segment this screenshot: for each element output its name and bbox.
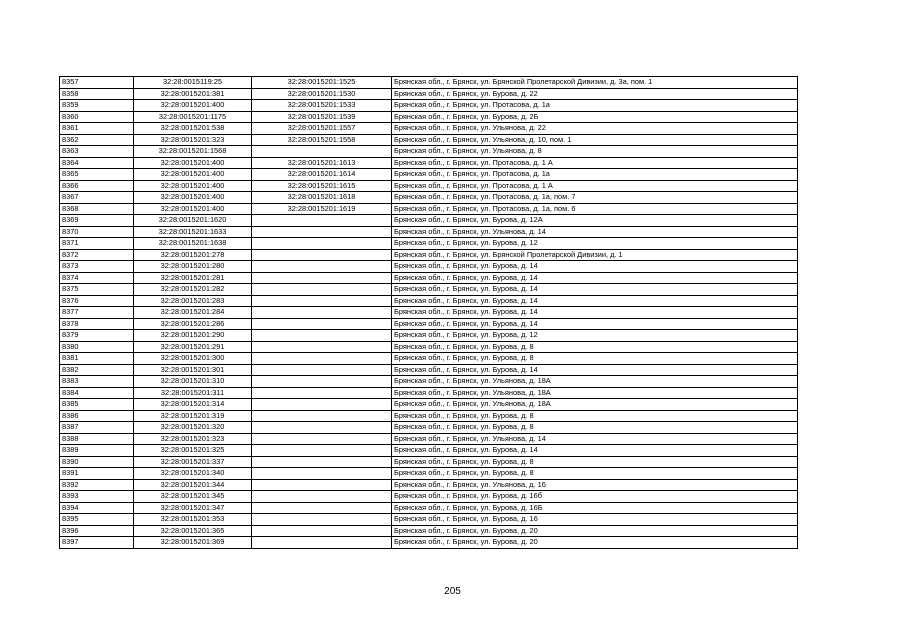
row-number-cell: 8391 [60, 468, 134, 480]
related-cadastral-number-cell [252, 502, 392, 514]
cadastral-number-cell: 32:28:0015201:325 [134, 445, 252, 457]
related-cadastral-number-cell: 32:28:0015201:1618 [252, 192, 392, 204]
table-row [60, 410, 798, 422]
page-number: 205 [444, 586, 461, 597]
related-cadastral-number-cell [252, 261, 392, 273]
related-cadastral-number-cell [252, 364, 392, 376]
related-cadastral-number-cell [252, 146, 392, 158]
address-cell: Брянская обл., г. Брянск, ул. Бурова, д. 20 [392, 537, 798, 549]
address-cell: Брянская обл., г. Брянск, ул. Протасова, д. 1а [392, 169, 798, 181]
row-number-cell: 8394 [60, 502, 134, 514]
cadastral-number-cell: 32:28:0015201:283 [134, 295, 252, 307]
address-cell: Брянская обл., г. Брянск, ул. Ульянова, д. 16 [392, 479, 798, 491]
related-cadastral-number-cell [252, 353, 392, 365]
related-cadastral-number-cell [252, 422, 392, 434]
table-row [60, 203, 798, 215]
related-cadastral-number-cell: 32:28:0015201:1557 [252, 123, 392, 135]
cadastral-number-cell: 32:28:0015201:290 [134, 330, 252, 342]
related-cadastral-number-cell [252, 295, 392, 307]
cadastral-number-cell: 32:28:0015201:314 [134, 399, 252, 411]
table-row [60, 169, 798, 181]
table-row [60, 502, 798, 514]
address-cell: Брянская обл., г. Брянск, ул. Ульянова, д. 10, пом. 1 [392, 134, 798, 146]
address-cell: Брянская обл., г. Брянск, ул. Бурова, д. 20 [392, 525, 798, 537]
related-cadastral-number-cell [252, 318, 392, 330]
cadastral-number-cell: 32:28:0015119:25 [134, 77, 252, 89]
row-number-cell: 8368 [60, 203, 134, 215]
table-row [60, 433, 798, 445]
row-number-cell: 8366 [60, 180, 134, 192]
address-cell: Брянская обл., г. Брянск, ул. Бурова, д. 2Б [392, 111, 798, 123]
address-cell: Брянская обл., г. Брянск, ул. Бурова, д. 8 [392, 341, 798, 353]
cadastral-number-cell: 32:28:0015201:365 [134, 525, 252, 537]
related-cadastral-number-cell [252, 433, 392, 445]
table-row [60, 514, 798, 526]
table-row [60, 468, 798, 480]
cadastral-number-cell: 32:28:0015201:323 [134, 134, 252, 146]
address-cell: Брянская обл., г. Брянск, ул. Ульянова, д. 8 [392, 146, 798, 158]
cadastral-number-cell: 32:28:0015201:320 [134, 422, 252, 434]
row-number-cell: 8370 [60, 226, 134, 238]
cadastral-number-cell: 32:28:0015201:278 [134, 249, 252, 261]
table-row [60, 525, 798, 537]
table-row [60, 399, 798, 411]
related-cadastral-number-cell [252, 272, 392, 284]
row-number-cell: 8386 [60, 410, 134, 422]
table-row [60, 192, 798, 204]
table-row [60, 157, 798, 169]
address-cell: Брянская обл., г. Брянск, ул. Брянской Пролетарской Дивизии, д. 1 [392, 249, 798, 261]
address-cell: Брянская обл., г. Брянск, ул. Бурова, д. 14 [392, 295, 798, 307]
related-cadastral-number-cell: 32:28:0015201:1530 [252, 88, 392, 100]
row-number-cell: 8360 [60, 111, 134, 123]
address-cell: Брянская обл., г. Брянск, ул. Бурова, д. 8 [392, 353, 798, 365]
table-body [60, 77, 798, 549]
cadastral-number-cell: 32:28:0015201:1638 [134, 238, 252, 250]
row-number-cell: 8358 [60, 88, 134, 100]
related-cadastral-number-cell [252, 341, 392, 353]
related-cadastral-number-cell [252, 238, 392, 250]
related-cadastral-number-cell: 32:28:0015201:1533 [252, 100, 392, 112]
table-row [60, 364, 798, 376]
cadastral-number-cell: 32:28:0015201:340 [134, 468, 252, 480]
related-cadastral-number-cell [252, 410, 392, 422]
cadastral-number-cell: 32:28:0015201:300 [134, 353, 252, 365]
address-cell: Брянская обл., г. Брянск, ул. Ульянова, д. 18А [392, 387, 798, 399]
cadastral-number-cell: 32:28:0015201:538 [134, 123, 252, 135]
row-number-cell: 8380 [60, 341, 134, 353]
table-row [60, 318, 798, 330]
address-cell: Брянская обл., г. Брянск, ул. Бурова, д. 14 [392, 364, 798, 376]
address-cell: Брянская обл., г. Брянск, ул. Бурова, д. 14 [392, 307, 798, 319]
cadastral-number-cell: 32:28:0015201:1568 [134, 146, 252, 158]
table-row [60, 180, 798, 192]
address-cell: Брянская обл., г. Брянск, ул. Протасова, д. 1 А [392, 180, 798, 192]
table-row [60, 111, 798, 123]
cadastral-number-cell: 32:28:0015201:310 [134, 376, 252, 388]
cadastral-number-cell: 32:28:0015201:311 [134, 387, 252, 399]
cadastral-register-table [59, 76, 798, 549]
cadastral-number-cell: 32:28:0015201:400 [134, 192, 252, 204]
table-row [60, 226, 798, 238]
row-number-cell: 8397 [60, 537, 134, 549]
table-row [60, 249, 798, 261]
related-cadastral-number-cell [252, 445, 392, 457]
related-cadastral-number-cell [252, 330, 392, 342]
row-number-cell: 8390 [60, 456, 134, 468]
row-number-cell: 8372 [60, 249, 134, 261]
row-number-cell: 8382 [60, 364, 134, 376]
table-row [60, 387, 798, 399]
table-row [60, 537, 798, 549]
row-number-cell: 8359 [60, 100, 134, 112]
row-number-cell: 8375 [60, 284, 134, 296]
row-number-cell: 8369 [60, 215, 134, 227]
address-cell: Брянская обл., г. Брянск, ул. Бурова, д. 16Б [392, 502, 798, 514]
address-cell: Брянская обл., г. Брянск, ул. Протасова, д. 1а, пом. 6 [392, 203, 798, 215]
row-number-cell: 8395 [60, 514, 134, 526]
cadastral-number-cell: 32:28:0015201:344 [134, 479, 252, 491]
row-number-cell: 8376 [60, 295, 134, 307]
row-number-cell: 8363 [60, 146, 134, 158]
address-cell: Брянская обл., г. Брянск, ул. Бурова, д. 8 [392, 422, 798, 434]
address-cell: Брянская обл., г. Брянск, ул. Протасова, д. 1 А [392, 157, 798, 169]
address-cell: Брянская обл., г. Брянск, ул. Бурова, д. 14 [392, 272, 798, 284]
address-cell: Брянская обл., г. Брянск, ул. Ульянова, д. 18А [392, 376, 798, 388]
related-cadastral-number-cell [252, 468, 392, 480]
table-row [60, 295, 798, 307]
row-number-cell: 8362 [60, 134, 134, 146]
related-cadastral-number-cell [252, 479, 392, 491]
related-cadastral-number-cell [252, 525, 392, 537]
cadastral-number-cell: 32:28:0015201:369 [134, 537, 252, 549]
cadastral-number-cell: 32:28:0015201:1633 [134, 226, 252, 238]
row-number-cell: 8388 [60, 433, 134, 445]
address-cell: Брянская обл., г. Брянск, ул. Бурова, д. 16б [392, 491, 798, 503]
row-number-cell: 8389 [60, 445, 134, 457]
row-number-cell: 8385 [60, 399, 134, 411]
cadastral-number-cell: 32:28:0015201:400 [134, 180, 252, 192]
related-cadastral-number-cell: 32:28:0015201:1525 [252, 77, 392, 89]
cadastral-number-cell: 32:28:0015201:281 [134, 272, 252, 284]
address-cell: Брянская обл., г. Брянск, ул. Бурова, д. 8 [392, 410, 798, 422]
cadastral-number-cell: 32:28:0015201:1620 [134, 215, 252, 227]
address-cell: Брянская обл., г. Брянск, ул. Бурова, д. 14 [392, 318, 798, 330]
table-row [60, 123, 798, 135]
related-cadastral-number-cell: 32:28:0015201:1614 [252, 169, 392, 181]
table-row [60, 261, 798, 273]
table-row [60, 146, 798, 158]
table-row [60, 272, 798, 284]
address-cell: Брянская обл., г. Брянск, ул. Протасова, д. 1а [392, 100, 798, 112]
related-cadastral-number-cell [252, 387, 392, 399]
cadastral-number-cell: 32:28:0015201:400 [134, 169, 252, 181]
related-cadastral-number-cell [252, 284, 392, 296]
table-row [60, 215, 798, 227]
related-cadastral-number-cell [252, 514, 392, 526]
row-number-cell: 8384 [60, 387, 134, 399]
cadastral-number-cell: 32:28:0015201:284 [134, 307, 252, 319]
address-cell: Брянская обл., г. Брянск, ул. Бурова, д. 12А [392, 215, 798, 227]
cadastral-number-cell: 32:28:0015201:319 [134, 410, 252, 422]
table-row [60, 284, 798, 296]
cadastral-number-cell: 32:28:0015201:381 [134, 88, 252, 100]
row-number-cell: 8373 [60, 261, 134, 273]
table-row [60, 376, 798, 388]
table-row [60, 445, 798, 457]
cadastral-number-cell: 32:28:0015201:400 [134, 157, 252, 169]
address-cell: Брянская обл., г. Брянск, ул. Бурова, д. 8 [392, 456, 798, 468]
row-number-cell: 8392 [60, 479, 134, 491]
address-cell: Брянская обл., г. Брянск, ул. Бурова, д. 12 [392, 330, 798, 342]
address-cell: Брянская обл., г. Брянск, ул. Ульянова, д. 14 [392, 226, 798, 238]
row-number-cell: 8381 [60, 353, 134, 365]
cadastral-number-cell: 32:28:0015201:400 [134, 203, 252, 215]
address-cell: Брянская обл., г. Брянск, ул. Ульянова, д. 18А [392, 399, 798, 411]
row-number-cell: 8387 [60, 422, 134, 434]
table-row [60, 77, 798, 89]
table-row [60, 134, 798, 146]
related-cadastral-number-cell: 32:28:0015201:1619 [252, 203, 392, 215]
row-number-cell: 8367 [60, 192, 134, 204]
related-cadastral-number-cell [252, 491, 392, 503]
address-cell: Брянская обл., г. Брянск, ул. Бурова, д. 12 [392, 238, 798, 250]
related-cadastral-number-cell: 32:28:0015201:1613 [252, 157, 392, 169]
address-cell: Брянская обл., г. Брянск, ул. Ульянова, д. 14 [392, 433, 798, 445]
table-row [60, 100, 798, 112]
cadastral-number-cell: 32:28:0015201:347 [134, 502, 252, 514]
address-cell: Брянская обл., г. Брянск, ул. Бурова, д. 14 [392, 284, 798, 296]
table-row [60, 422, 798, 434]
cadastral-number-cell: 32:28:0015201:345 [134, 491, 252, 503]
related-cadastral-number-cell [252, 226, 392, 238]
cadastral-number-cell: 32:28:0015201:301 [134, 364, 252, 376]
row-number-cell: 8393 [60, 491, 134, 503]
row-number-cell: 8361 [60, 123, 134, 135]
address-cell: Брянская обл., г. Брянск, ул. Бурова, д. 14 [392, 261, 798, 273]
cadastral-number-cell: 32:28:0015201:353 [134, 514, 252, 526]
table-row [60, 330, 798, 342]
related-cadastral-number-cell [252, 249, 392, 261]
cadastral-number-cell: 32:28:0015201:323 [134, 433, 252, 445]
address-cell: Брянская обл., г. Брянск, ул. Брянской Пролетарской Дивизии, д. 3а, пом. 1 [392, 77, 798, 89]
address-cell: Брянская обл., г. Брянск, ул. Ульянова, д. 22 [392, 123, 798, 135]
table-row [60, 307, 798, 319]
table-row [60, 341, 798, 353]
cadastral-number-cell: 32:28:0015201:282 [134, 284, 252, 296]
related-cadastral-number-cell [252, 215, 392, 227]
row-number-cell: 8383 [60, 376, 134, 388]
address-cell: Брянская обл., г. Брянск, ул. Бурова, д. 16 [392, 514, 798, 526]
row-number-cell: 8364 [60, 157, 134, 169]
row-number-cell: 8377 [60, 307, 134, 319]
address-cell: Брянская обл., г. Брянск, ул. Бурова, д. 8 [392, 468, 798, 480]
row-number-cell: 8396 [60, 525, 134, 537]
table-row [60, 88, 798, 100]
table-row [60, 353, 798, 365]
row-number-cell: 8365 [60, 169, 134, 181]
related-cadastral-number-cell: 32:28:0015201:1558 [252, 134, 392, 146]
related-cadastral-number-cell: 32:28:0015201:1615 [252, 180, 392, 192]
cadastral-number-cell: 32:28:0015201:286 [134, 318, 252, 330]
address-cell: Брянская обл., г. Брянск, ул. Бурова, д. 22 [392, 88, 798, 100]
table-row [60, 491, 798, 503]
cadastral-number-cell: 32:28:0015201:337 [134, 456, 252, 468]
related-cadastral-number-cell [252, 537, 392, 549]
table-row [60, 456, 798, 468]
related-cadastral-number-cell [252, 376, 392, 388]
related-cadastral-number-cell: 32:28:0015201:1539 [252, 111, 392, 123]
row-number-cell: 8379 [60, 330, 134, 342]
row-number-cell: 8357 [60, 77, 134, 89]
related-cadastral-number-cell [252, 399, 392, 411]
cadastral-number-cell: 32:28:0015201:400 [134, 100, 252, 112]
row-number-cell: 8374 [60, 272, 134, 284]
cadastral-number-cell: 32:28:0015201:1175 [134, 111, 252, 123]
cadastral-number-cell: 32:28:0015201:291 [134, 341, 252, 353]
row-number-cell: 8378 [60, 318, 134, 330]
related-cadastral-number-cell [252, 456, 392, 468]
row-number-cell: 8371 [60, 238, 134, 250]
table-row [60, 238, 798, 250]
cadastral-number-cell: 32:28:0015201:280 [134, 261, 252, 273]
address-cell: Брянская обл., г. Брянск, ул. Бурова, д. 14 [392, 445, 798, 457]
table-row [60, 479, 798, 491]
related-cadastral-number-cell [252, 307, 392, 319]
address-cell: Брянская обл., г. Брянск, ул. Протасова, д. 1а, пом. 7 [392, 192, 798, 204]
